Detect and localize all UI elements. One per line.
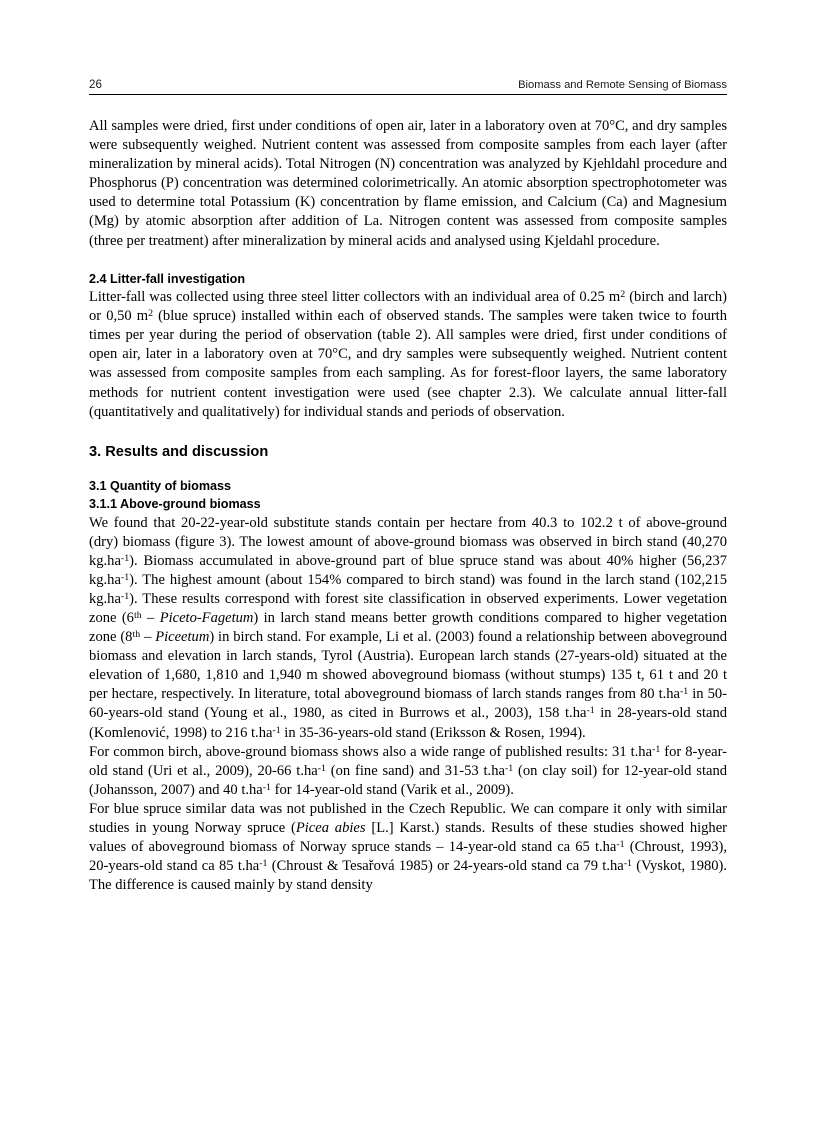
text-segment: in 50-60-years-old stand (Young et al., 1980, as cited in Burrows et al., 2003), 158 t.ha [89,686,727,722]
paragraph-methods-drying: All samples were dried, first under conditions of open air, later in a laboratory oven at 70°C, and dry samples were subsequently weighed. Nutrient content was assessed from composite samples from each layer (after mineralization by mineral acids). Total Nitrogen (N) concentration was analyzed by Kjehldahl procedure and Phosphorus (P) concentration was determined colorimetrically. An atomic absorption spectrophotometer was used to determine total Potassium (K) concentration by flame emission, and Calcium (Ca) and Magnesium (Mg) by atomic absorption after addition of La. Nitrogen content was assessed from composite samples (three per treatment) after mineralization by mineral acids and analysed using Kjeldahl procedure. [89,118,727,249]
text-segment: for 14-year-old stand (Varik et al., 2009). [270,781,514,798]
text-segment: ) in larch stand means better growth conditions compared to higher vegetation zone (8 [89,610,728,646]
page-content [89,78,727,895]
species-name-piceetum: Piceetum [155,629,210,646]
superscript-ordinal: th [132,628,141,640]
text-segment: ) in birch stand. For example, Li et al. (2003) found a relationship between aboveground biomass and elevation in larch stands, Tyrol (Austria). European larch stands (27-years-old) situated at the elevation of 1,680, 1,810 and 1,940 m showed aboveground biomass (without stumps) 135 t, 61 t and 20 t per hectare, respectively. In literature, total aboveground biomass of larch stands ranges from 80 t.ha [89,629,728,703]
superscript-per-hectare: -1 [259,858,268,870]
text-segment: ). The highest amount (about 154% compared to birch stand) was found in the larch stand (102,215 kg.ha [89,571,727,607]
litterfall-text-b: (birch and larch) or 0,50 m [89,289,727,325]
superscript-per-hectare: -1 [586,705,595,717]
text-segment: for 8-year-old stand (Uri et al., 2009), 20-66 t.ha [89,743,727,779]
superscript-per-hectare: -1 [120,590,130,602]
text-segment: – [140,629,156,646]
text-segment: (on fine sand) and 31-53 t.ha [325,762,505,779]
superscript-per-hectare: -1 [317,762,326,774]
text-segment: in 28-years-old stand (Komlenović, 1998) to 216 t.ha [89,705,727,741]
superscript-per-hectare: -1 [120,552,130,564]
paragraph-litterfall [89,288,727,422]
text-segment: – [141,610,160,626]
text-segment: (Vyskot, 1980). The difference is caused mainly by stand density [89,858,727,894]
heading-3-results: 3. Results and discussion [89,443,269,460]
litterfall-text-c: (blue spruce) installed within each of observed stands. The samples were taken twice to fourth times per year during the period of observation (table 2). All samples were dried, first under conditions of open air, later in a laboratory oven at 70°C, and dry samples were subsequently weighed. Nutrient content was assessed from composite samples from each sampling. As for forest-floor layers, the same laboratory methods for nutrient content investigation were used (see chapter 2.3). We calculate annual litter-fall (quantitatively and qualitatively) for individual stands and periods of observation. [89,308,728,420]
spacer [89,462,727,477]
species-name-picea-abies: Picea abies [295,820,366,837]
text-segment: For common birch, above-ground biomass shows also a wide range of published results: 31 t.ha [89,743,653,760]
text-segment: in 35-36-years-old stand (Eriksson & Rosen, 1994). [280,724,586,741]
superscript-per-hectare: -1 [652,743,661,755]
superscript-per-hectare: -1 [680,686,689,698]
text-segment: ). These results correspond with forest site classification in observed experiments. Lower vegetation zone (6 [89,590,727,626]
text-segment: ). Biomass accumulated in above-ground part of blue spruce stand was about 40% higher (56,237 kg.ha [89,552,727,588]
superscript-per-hectare: -1 [623,858,632,870]
page-number: 26 [89,78,102,91]
spacer [89,422,727,441]
paragraph-blue-spruce [89,800,727,895]
heading-2-4: 2.4 Litter-fall investigation [89,271,246,286]
superscript-per-hectare: -1 [272,724,281,736]
text-segment: (on clay soil) for 12-year-old stand (Johansson, 2007) and 40 t.ha [89,762,727,798]
text-segment: For blue spruce similar data was not published in the Czech Republic. We can compare it only with similar studies in young Norway spruce ( [89,800,727,837]
paragraph-common-birch [89,743,727,800]
header-rule [89,94,727,95]
superscript-square-b: 2 [148,308,153,320]
litterfall-text-a: Litter-fall was collected using three steel litter collectors with an individual area of 0.25 m [89,289,621,306]
book-title: Biomass and Remote Sensing of Biomass [518,79,727,91]
heading-3-1-1: 3.1.1 Above-ground biomass [89,497,261,512]
running-header [89,78,727,94]
heading-3-1: 3.1 Quantity of biomass [89,478,232,493]
superscript-per-hectare: -1 [120,571,130,583]
text-segment: (Chroust & Tesařová 1985) or 24-years-old stand ca 79 t.ha [267,858,624,875]
species-name-piceto-fagetum: Piceto-Fagetum [159,610,254,626]
text-segment: (Chroust, 1993), 20-years-old stand ca 85 t.ha [89,839,728,875]
spacer [89,251,727,270]
paragraph-aboveground-biomass [89,514,727,743]
text-segment: [L.] Karst.) stands. Results of these studies showed higher values of aboveground biomass of Norway spruce stands – 14-year-old stand ca 65 t.ha [89,820,727,856]
superscript-per-hectare: -1 [504,762,514,774]
superscript-per-hectare: -1 [262,781,271,793]
text-segment: We found that 20-22-year-old substitute stands contain per hectare from 40.3 to 102.2 t of above-ground (dry) biomass (figure 3). The lowest amount of above-ground biomass was observed in birch stand (40,270 kg.ha [89,514,727,569]
superscript-per-hectare: -1 [616,838,625,850]
superscript-ordinal: th [133,609,142,621]
superscript-square-a: 2 [620,288,626,300]
